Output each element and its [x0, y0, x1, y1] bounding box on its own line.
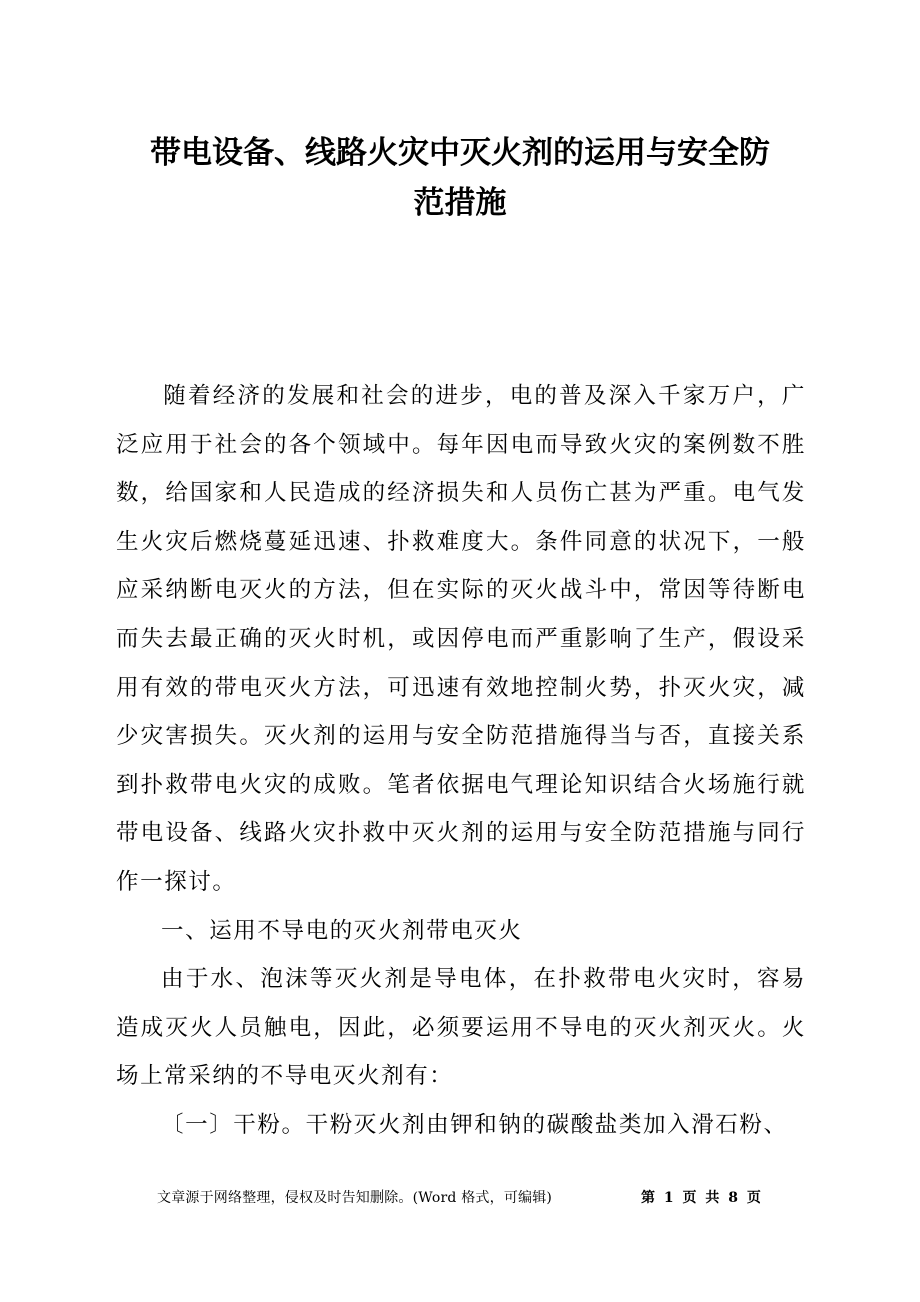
section-heading-1: 一、运用不导电的灭火剂带电灭火: [161, 917, 523, 944]
page-number: 第 1 页 共 8 页: [641, 1190, 762, 1206]
paragraph-item-1: 〔一〕干粉。干粉灭火剂由钾和钠的碳酸盐类加入滑石粉、: [161, 1111, 788, 1138]
title-line-1: 带电设备、线路火灾中灭火剂的运用与安全防: [150, 135, 770, 171]
footer-note: 文章源于网络整理，侵权及时告知删除。(Word 格式，可编辑): [157, 1190, 553, 1206]
title-line-2: 范措施: [413, 185, 507, 221]
document-body: [116, 372, 806, 1150]
paragraph-section-1: 由于水、泡沫等灭火剂是导电体，在扑救带电火灾时，容易造成灭火人员触电，因此，必须要运用不导电的灭火剂灭火。火场上常采纳的不导电灭火剂有：: [116, 966, 806, 1090]
document-title: [100, 128, 820, 228]
paragraph-intro: 随着经济的发展和社会的进步，电的普及深入千家万户，广泛应用于社会的各个领域中。每年因电而导致火灾的案例数不胜数，给国家和人民造成的经济损失和人员伤亡甚为严重。电气发生火灾后燃烧蔓延迅速、扑救难度大。条件同意的状况下，一般应采纳断电灭火的方法，但在实际的灭火战斗中，常因等待断电而失去最正确的灭火时机，或因停电而严重影响了生产，假设采用有效的带电灭火方法，可迅速有效地控制火势，扑灭火灾，减少灾害损失。灭火剂的运用与安全防范措施得当与否，直接关系到扑救带电火灾的成败。笔者依据电气理论知识结合火场施行就带电设备、线路火灾扑救中灭火剂的运用与安全防范措施与同行作一探讨。: [116, 383, 806, 895]
page-footer: [0, 1186, 920, 1210]
